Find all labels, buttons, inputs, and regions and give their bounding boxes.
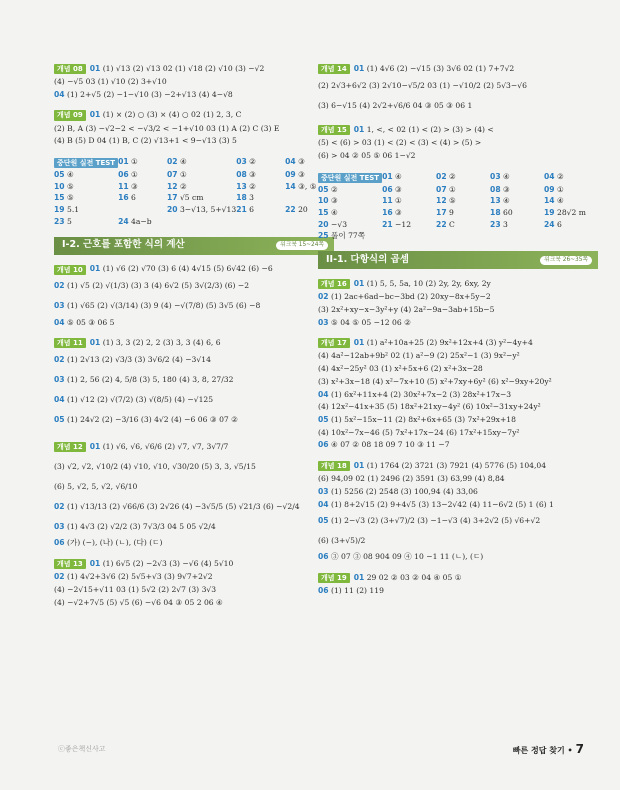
test-answer: 07 ① — [166, 170, 187, 180]
problem-number: 01 — [89, 63, 101, 73]
test-answer: 17 √5 cm — [166, 193, 204, 203]
problem-number: 02 — [54, 355, 65, 365]
problem-number: 02 — [54, 502, 65, 512]
problem-number: 06 — [318, 440, 329, 450]
problem-number: 17 — [436, 208, 447, 218]
test-answer: 14 ④ — [544, 196, 564, 206]
problem-number: 04 — [54, 395, 65, 405]
problem-number: 05 — [318, 516, 329, 526]
right-column — [318, 62, 598, 605]
test-answer: 06 ③ — [382, 184, 402, 194]
workbook-range: 워크북 15~24쪽 — [276, 241, 328, 250]
answer-line: (6) 94,09 02 (1) 2496 (2) 3591 (3) 63,99 (4) 8,84 — [318, 474, 505, 484]
concept-18-block — [318, 459, 598, 564]
problem-number: 06 — [318, 552, 329, 562]
test-answer: 06 ① — [118, 170, 138, 180]
concept-19-block — [318, 571, 598, 598]
problem-number: 01 — [353, 278, 365, 288]
test-answer: 18 3 — [236, 193, 255, 203]
answer-line: 03 ⑤ 04 ⑤ 05 −12 06 ② — [318, 317, 411, 327]
problem-number: 18 — [236, 193, 247, 203]
answer-line: (6) > 04 ② 05 ⑤ 06 1−√2 — [318, 150, 416, 160]
problem-number: 01 — [353, 63, 365, 73]
concept-tag: 개념 11 — [54, 338, 86, 348]
problem-number: 05 — [54, 170, 65, 180]
problem-number: 09 — [544, 184, 555, 194]
concept-11-block — [54, 336, 334, 430]
problem-number: 11 — [118, 181, 129, 191]
problem-number: 03 — [236, 156, 247, 166]
answer-line: 05 (1) 24√2 (2) −3/16 (3) 4√2 (4) −6 06 ③ 07 ② — [54, 415, 238, 425]
test-answer: 08 ③ — [236, 170, 256, 180]
section-title: I-2. 근호를 포함한 식의 계산 — [62, 239, 185, 251]
problem-number: 01 — [353, 460, 365, 470]
test-answer: 01 ① — [118, 156, 138, 166]
test-answer: 21 6 — [236, 205, 255, 215]
answer-line: (4) −2√15+√11 03 (1) 5√2 (2) 2√7 (3) 3√3 — [54, 584, 217, 594]
concept-15-block — [318, 123, 598, 162]
test-answer: 16 ③ — [382, 208, 402, 218]
concept-tag: 개념 14 — [318, 64, 350, 74]
answer-line: 03 (1) √65 (2) √(3/14) (3) 9 (4) −√(7/8) (5) 3√5 (6) −8 — [54, 301, 261, 311]
answer-line: 03 (1) 5256 (2) 2548 (3) 100,94 (4) 33,06 — [318, 486, 478, 496]
answer-line: (4) 12x²−41x+35 (5) 18x²+21xy−4y² (6) 10x²−31xy+24y² — [318, 402, 541, 412]
test-answer: 03 ② — [236, 156, 256, 166]
problem-number: 20 — [318, 219, 329, 229]
problem-number: 07 — [166, 170, 178, 180]
concept-tag: 개념 09 — [54, 110, 86, 120]
concept-tag: 개념 08 — [54, 64, 86, 74]
concept-tag: 개념 15 — [318, 125, 350, 135]
problem-number: 06 — [382, 184, 393, 194]
problem-number: 01 — [382, 171, 393, 181]
concept-tag: 개념 19 — [318, 573, 350, 583]
problem-number: 01 — [89, 558, 101, 568]
problem-number: 13 — [236, 181, 247, 191]
answer-line: 04 (1) √12 (2) √(7/2) (3) √(8/5) (4) −√125 — [54, 395, 214, 405]
answer-line: (3) 6−√15 (4) 2√2+√6/6 04 ③ 05 ③ 06 1 — [318, 100, 473, 110]
test-answer: 19 5.1 — [54, 205, 80, 215]
problem-number: 08 — [490, 184, 501, 194]
answer-line: 01 (1) 5, 5, 5a, 10 (2) 2y, 2y, 6xy, 2y — [353, 278, 491, 288]
test-answer: 12 ⑤ — [436, 196, 456, 206]
test-answer: 22 20 — [285, 205, 308, 215]
concept-tag: 개념 13 — [54, 559, 86, 569]
answer-line: (2) 2√3+6√2 (3) 2√10−√5/2 03 (1) −√10/2 (2) 5√3−√6 — [318, 80, 527, 90]
problem-number: 22 — [285, 205, 296, 215]
answer-line: (4) B (5) D 04 (1) B, C (2) √13+1 < 9−√13 (3) 5 — [54, 136, 237, 146]
answer-line: 02 (1) 4√2+3√6 (2) 5√5+√3 (3) 9√7+2√2 — [54, 572, 213, 582]
answer-line: (2) B, A (3) −√2−2 < −√3/2 < −1+√10 03 (1) A (2) C (3) E — [54, 123, 280, 133]
answer-line: 02 (1) 2√13 (2) √3/3 (3) 3√6/2 (4) −3√14 — [54, 355, 211, 365]
problem-number: 09 — [285, 170, 296, 180]
problem-number: 04 — [318, 499, 329, 509]
answer-line: (3) √2, √2, √10/2 (4) √10, √10, √30/20 (5) 3, 3, √5/15 — [54, 462, 256, 472]
answer-line: 01 (1) √6 (2) √70 (3) 6 (4) 4√15 (5) 6√42 (6) −6 — [89, 264, 273, 274]
concept-12-block — [54, 437, 334, 550]
test-answer: 13 ④ — [490, 196, 510, 206]
answer-line: 01 (1) 6√5 (2) −2√3 (3) −√6 (4) 5√10 — [89, 558, 234, 568]
problem-number: 01 — [353, 338, 365, 348]
answer-line: 01 (1) a²+10a+25 (2) 9x²+12x+4 (3) y²−4y+4 — [353, 338, 533, 348]
problem-number: 23 — [490, 219, 501, 229]
problem-number: 03 — [54, 375, 65, 385]
concept-08-block — [54, 62, 334, 101]
concept-10-block — [54, 263, 334, 330]
test-answer: 04 ② — [544, 171, 564, 181]
section-title: II-1. 다항식의 곱셈 — [326, 253, 409, 265]
test-answer: 09 ③ — [285, 170, 305, 180]
answer-line: 02 (1) 2ac+6ad−bc−3bd (2) 20xy−8x+5y−2 — [318, 292, 491, 302]
problem-number: 10 — [54, 181, 65, 191]
problem-number: 04 — [544, 171, 555, 181]
section-header — [54, 237, 334, 255]
test-answer: 05 ② — [318, 184, 338, 194]
problem-number: 24 — [118, 216, 129, 226]
page-number: 7 — [575, 742, 584, 756]
test-answer: 10 ③ — [318, 196, 338, 206]
test-answer-grid — [54, 155, 334, 230]
answer-line: 01 (1) 3, 3 (2) 2, 2 (3) 3, 3 (4) 6, 6 — [89, 338, 221, 348]
answer-line: (3) x²+3x−18 (4) x²−7x+10 (5) x²+7xy+6y² (6) x²−9xy+20y² — [318, 376, 552, 386]
test-answer: 10 ⑤ — [54, 181, 74, 191]
problem-number: 16 — [382, 208, 393, 218]
problem-number: 06 — [318, 586, 329, 596]
answer-line: 04 (1) 2+√5 (2) −1−√10 (3) −2+√13 (4) 4−√8 — [54, 89, 233, 99]
answer-line: 05 (1) 2−√3 (2) (3+√7)/2 (3) −1−√3 (4) 3+2√2 (5) √6+√2 — [318, 516, 541, 526]
answer-line: (6) (3+√5)/2 — [318, 536, 366, 546]
problem-number: 15 — [318, 208, 329, 218]
problem-number: 01 — [89, 264, 101, 274]
test-answer: 22 C — [436, 219, 455, 229]
test-answer: 02 ④ — [166, 156, 187, 166]
problem-number: 03 — [54, 301, 65, 311]
test-answer: 20 3−√13, 5+√13 — [166, 205, 237, 215]
test-answer: 20 −√3 — [318, 219, 348, 229]
problem-number: 03 — [490, 171, 501, 181]
answer-line: 04 (1) 6x²+11x+4 (2) 30x²+7x−2 (3) 28x²+17x−3 — [318, 389, 512, 399]
test-answer: 16 6 — [118, 193, 136, 203]
problem-number: 02 — [318, 292, 329, 302]
answer-line: 06 (1) 11 (2) 119 — [318, 586, 384, 596]
problem-number: 19 — [544, 208, 555, 218]
test-answer: 15 ④ — [318, 208, 338, 218]
test-tag: 중단원 실전 TEST — [54, 158, 118, 168]
test-answer: 24 6 — [544, 219, 562, 229]
concept-tag: 개념 16 — [318, 279, 350, 289]
answer-line: (6) 5, √2, 5, √2, √6/10 — [54, 482, 138, 492]
problem-number: 03 — [318, 317, 329, 327]
problem-number: 08 — [236, 170, 247, 180]
test-answer: 25 풀이 77쪽 — [318, 231, 366, 241]
concept-16-block — [318, 277, 598, 329]
test-answer: 03 ④ — [490, 171, 510, 181]
problem-number: 14 — [285, 181, 296, 191]
section-header — [318, 251, 598, 269]
problem-number: 06 — [118, 170, 129, 180]
problem-number: 04 — [318, 389, 329, 399]
problem-number: 19 — [54, 205, 65, 215]
problem-number: 01 — [118, 156, 129, 166]
answer-line: 04 ⑤ 05 ③ 06 5 — [54, 317, 115, 327]
test-answer: 12 ② — [166, 181, 187, 191]
answer-line: 01 (1) √6, √6, √6/6 (2) √7, √7, 3√7/7 — [89, 442, 229, 452]
test-answer: 13 ② — [236, 181, 256, 191]
problem-number: 01 — [89, 110, 101, 120]
answer-line: (3) 2x²+xy−x−3y²+y (4) 2a²−9a−3ab+15b−5 — [318, 304, 495, 314]
problem-number: 04 — [285, 156, 296, 166]
problem-number: 15 — [54, 193, 65, 203]
answer-line: 02 (1) √5 (2) √(1/3) (3) 3 (4) 6√2 (5) 3√(2/3) (6) −2 — [54, 281, 250, 291]
footer-label: 빠른 정답 찾기 • — [512, 746, 573, 755]
problem-number: 12 — [166, 181, 178, 191]
answer-line: (4) −√2+7√5 (5) √5 (6) −√6 04 ③ 05 2 06 ④ — [54, 597, 223, 607]
test-answer: 07 ① — [436, 184, 456, 194]
test-answer: 05 ④ — [54, 170, 74, 180]
test-answer: 09 ① — [544, 184, 564, 194]
problem-number: 03 — [54, 522, 65, 532]
test-answer: 15 ⑤ — [54, 193, 74, 203]
mid-unit-test-block — [54, 155, 334, 230]
concept-tag: 개념 17 — [318, 338, 350, 348]
concept-17-block — [318, 336, 598, 452]
workbook-range: 워크북 26~35쪽 — [540, 256, 592, 265]
problem-number: 04 — [54, 317, 65, 327]
problem-number: 02 — [166, 156, 178, 166]
answer-line: 06 (가) (−), (나) (ㄴ), (다) (ㄷ) — [54, 538, 163, 548]
problem-number: 06 — [54, 538, 65, 548]
publisher-credit: ⓒ좋은책신사고 — [58, 745, 106, 753]
test-answer: 21 −12 — [382, 219, 412, 229]
test-answer: 18 60 — [490, 208, 513, 218]
problem-number: 02 — [436, 171, 447, 181]
problem-number: 20 — [166, 205, 178, 215]
concept-tag: 개념 10 — [54, 265, 86, 275]
problem-number: 05 — [54, 415, 65, 425]
test-answer: 08 ③ — [490, 184, 510, 194]
test-answer: 23 3 — [490, 219, 508, 229]
test-answer: 04 ③ — [285, 156, 305, 166]
problem-number: 03 — [318, 486, 329, 496]
problem-number: 02 — [54, 281, 65, 291]
answer-line: 01 (1) × (2) ○ (3) × (4) ○ 02 (1) 2, 3, C — [89, 110, 242, 120]
answer-line: 01 (1) 4√6 (2) −√15 (3) 3√6 02 (1) 7+7√2 — [353, 63, 515, 73]
problem-number: 13 — [490, 196, 501, 206]
concept-14-block — [318, 62, 598, 116]
answer-line: (5) < (6) > 03 (1) < (2) < (3) < (4) > (5) > — [318, 138, 482, 148]
answer-line: 01 (1) √13 (2) √13 02 (1) √18 (2) √10 (3) −√2 — [89, 63, 265, 73]
problem-number: 10 — [318, 196, 329, 206]
problem-number: 21 — [382, 219, 393, 229]
answer-line: 01 (1) 1764 (2) 3721 (3) 7921 (4) 5776 (5) 104,04 — [353, 460, 547, 470]
test-answer: 11 ③ — [118, 181, 138, 191]
problem-number: 07 — [436, 184, 447, 194]
problem-number: 01 — [89, 338, 101, 348]
problem-number: 01 — [89, 442, 101, 452]
answer-line: 02 (1) √13/13 (2) √66/6 (3) 2√26 (4) −3√5/5 (5) √21/3 (6) −√2/4 — [54, 502, 300, 512]
problem-number: 14 — [544, 196, 555, 206]
concept-tag: 개념 12 — [54, 442, 86, 452]
problem-number: 04 — [54, 89, 65, 99]
answer-line: 06 ④ 07 ② 08 18 09 7 10 ③ 11 −7 — [318, 440, 450, 450]
problem-number: 22 — [436, 219, 447, 229]
test-answer: 24 4a−b — [118, 216, 152, 226]
problem-number: 11 — [382, 196, 393, 206]
answer-line: 01 1, <, < 02 (1) < (2) > (3) > (4) < — [353, 124, 494, 134]
problem-number: 01 — [353, 124, 365, 134]
problem-number: 12 — [436, 196, 447, 206]
problem-number: 02 — [54, 572, 65, 582]
test-answer: 23 5 — [54, 216, 72, 226]
test-answer: 01 ④ — [382, 171, 402, 181]
problem-number: 05 — [318, 184, 329, 194]
answer-line: (4) 4x²−25y² 03 (1) x²+5x+6 (2) x²+3x−28 — [318, 364, 483, 374]
answer-line: 03 (1) 2, 56 (2) 4, 5/8 (3) 5, 180 (4) 3, 8, 27/32 — [54, 375, 234, 385]
answer-line: 06 ③ 07 ③ 08 904 09 ④ 10 −1 11 (ㄴ), (ㄷ) — [318, 552, 484, 562]
test-answer: 11 ① — [382, 196, 402, 206]
mid-unit-test-block — [318, 170, 598, 245]
concept-tag: 개념 18 — [318, 461, 350, 471]
problem-number: 17 — [166, 193, 178, 203]
concept-09-block — [54, 108, 334, 147]
test-answer: 19 28√2 m — [544, 208, 586, 218]
problem-number: 23 — [54, 216, 65, 226]
problem-number: 21 — [236, 205, 247, 215]
answer-line: (4) 10x²−7x−46 (5) 7x²+17x−24 (6) 17x²+15xy−7y² — [318, 427, 520, 437]
problem-number: 18 — [490, 208, 501, 218]
test-answer: 14 ③, ⑤ — [285, 181, 317, 191]
problem-number: 16 — [118, 193, 129, 203]
problem-number: 24 — [544, 219, 555, 229]
answer-line: 03 (1) 4√3 (2) √2/2 (3) 7√3/3 04 5 05 √2/4 — [54, 522, 216, 532]
answer-line: (4) −√5 03 (1) √10 (2) 3+√10 — [54, 77, 167, 87]
answer-line: (4) 4a²−12ab+9b² 02 (1) a²−9 (2) 25x²−1 (3) 9x²−y² — [318, 351, 520, 361]
concept-13-block — [54, 557, 334, 609]
answer-line: 04 (1) 8+2√15 (2) 9+4√5 (3) 13−2√42 (4) 11−6√2 (5) 1 (6) 1 — [318, 499, 554, 509]
answer-line: 05 (1) 5x²−15x−11 (2) 8x²+6x+65 (3) 7x²+29x+18 — [318, 415, 516, 425]
problem-number: 25 — [318, 231, 329, 241]
test-tag: 중단원 실전 TEST — [318, 173, 382, 183]
problem-number: 05 — [318, 415, 329, 425]
page-footer — [513, 742, 584, 756]
test-answer-grid — [318, 170, 598, 245]
test-answer: 02 ② — [436, 171, 456, 181]
answer-line: 01 29 02 ② 03 ② 04 ④ 05 ① — [353, 572, 462, 582]
problem-number: 01 — [353, 572, 365, 582]
left-column — [54, 62, 334, 616]
test-answer: 17 9 — [436, 208, 454, 218]
